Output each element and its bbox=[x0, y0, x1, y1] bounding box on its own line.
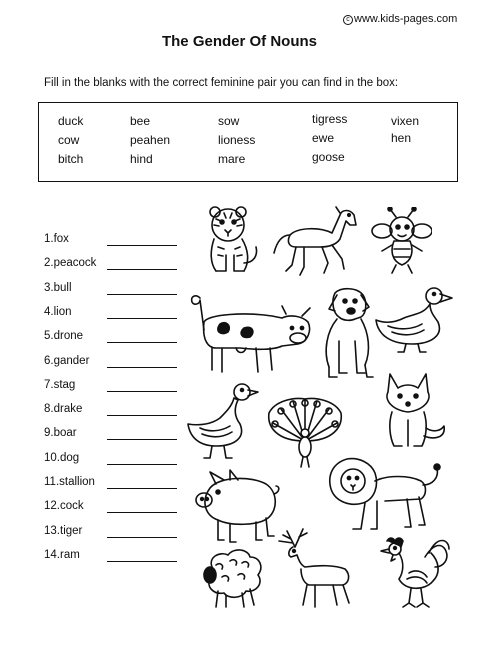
lion-illustration bbox=[325, 455, 445, 533]
exercise-item: 8.drake bbox=[44, 403, 82, 415]
pig-illustration bbox=[190, 468, 280, 546]
exercise-item: 7.stag bbox=[44, 379, 75, 391]
answer-blank[interactable] bbox=[107, 537, 177, 538]
stag-illustration bbox=[275, 525, 355, 610]
dog-illustration bbox=[315, 285, 377, 380]
word-box-item: hind bbox=[130, 152, 153, 166]
exercise-item: 6.gander bbox=[44, 355, 89, 367]
horse-illustration bbox=[270, 205, 360, 280]
duck-illustration bbox=[372, 284, 454, 354]
answer-blank[interactable] bbox=[107, 488, 177, 489]
copyright-notice bbox=[343, 13, 457, 25]
answer-blank[interactable] bbox=[107, 367, 177, 368]
word-box bbox=[38, 102, 458, 182]
word-box-item: sow bbox=[218, 114, 240, 128]
cow-illustration bbox=[186, 290, 318, 380]
answer-blank[interactable] bbox=[107, 318, 177, 319]
word-box-item: cow bbox=[58, 133, 80, 147]
exercise-item: 3.bull bbox=[44, 282, 72, 294]
word-box-item: mare bbox=[218, 152, 246, 166]
answer-blank[interactable] bbox=[107, 294, 177, 295]
word-box-item: peahen bbox=[130, 133, 171, 147]
instructions: Fill in the blanks with the correct feminine pair you can find in the box: bbox=[44, 77, 399, 89]
answer-blank[interactable] bbox=[107, 391, 177, 392]
exercise-item: 2.peacock bbox=[44, 257, 96, 269]
word-box-item: hen bbox=[391, 131, 412, 145]
exercise-item: 1.fox bbox=[44, 233, 69, 245]
word-box-item: vixen bbox=[391, 114, 420, 128]
exercise-item: 9.boar bbox=[44, 427, 77, 439]
site-name: www.kids-pages.com bbox=[354, 13, 458, 25]
bee-illustration bbox=[370, 207, 432, 275]
exercise-item: 4.lion bbox=[44, 306, 72, 318]
fox-illustration bbox=[378, 370, 448, 448]
answer-blank[interactable] bbox=[107, 342, 177, 343]
word-box-item: lioness bbox=[218, 133, 256, 147]
word-box-item: bee bbox=[130, 114, 151, 128]
word-box-item: tigress bbox=[312, 112, 348, 126]
word-box-item: goose bbox=[312, 150, 345, 164]
answer-blank[interactable] bbox=[107, 415, 177, 416]
exercise-item: 14.ram bbox=[44, 549, 80, 561]
goose-illustration bbox=[186, 382, 268, 460]
copyright-symbol: c bbox=[343, 15, 353, 25]
word-box-item: bitch bbox=[58, 152, 84, 166]
exercise-item: 11.stallion bbox=[44, 476, 95, 488]
sheep-illustration bbox=[198, 545, 268, 610]
answer-blank[interactable] bbox=[107, 439, 177, 440]
rooster-illustration bbox=[375, 533, 450, 613]
exercise-item: 10.dog bbox=[44, 452, 79, 464]
answer-blank[interactable] bbox=[107, 464, 177, 465]
answer-blank[interactable] bbox=[107, 245, 177, 246]
answer-blank[interactable] bbox=[107, 512, 177, 513]
exercise-item: 12.cock bbox=[44, 500, 84, 512]
exercise-item: 13.tiger bbox=[44, 525, 82, 537]
word-box-item: duck bbox=[58, 114, 84, 128]
tiger-cub-illustration bbox=[198, 203, 262, 275]
word-box-item: ewe bbox=[312, 131, 335, 145]
worksheet-title: The Gender Of Nouns bbox=[161, 33, 317, 50]
answer-blank[interactable] bbox=[107, 269, 177, 270]
answer-blank[interactable] bbox=[107, 561, 177, 562]
exercise-item: 5.drone bbox=[44, 330, 83, 342]
